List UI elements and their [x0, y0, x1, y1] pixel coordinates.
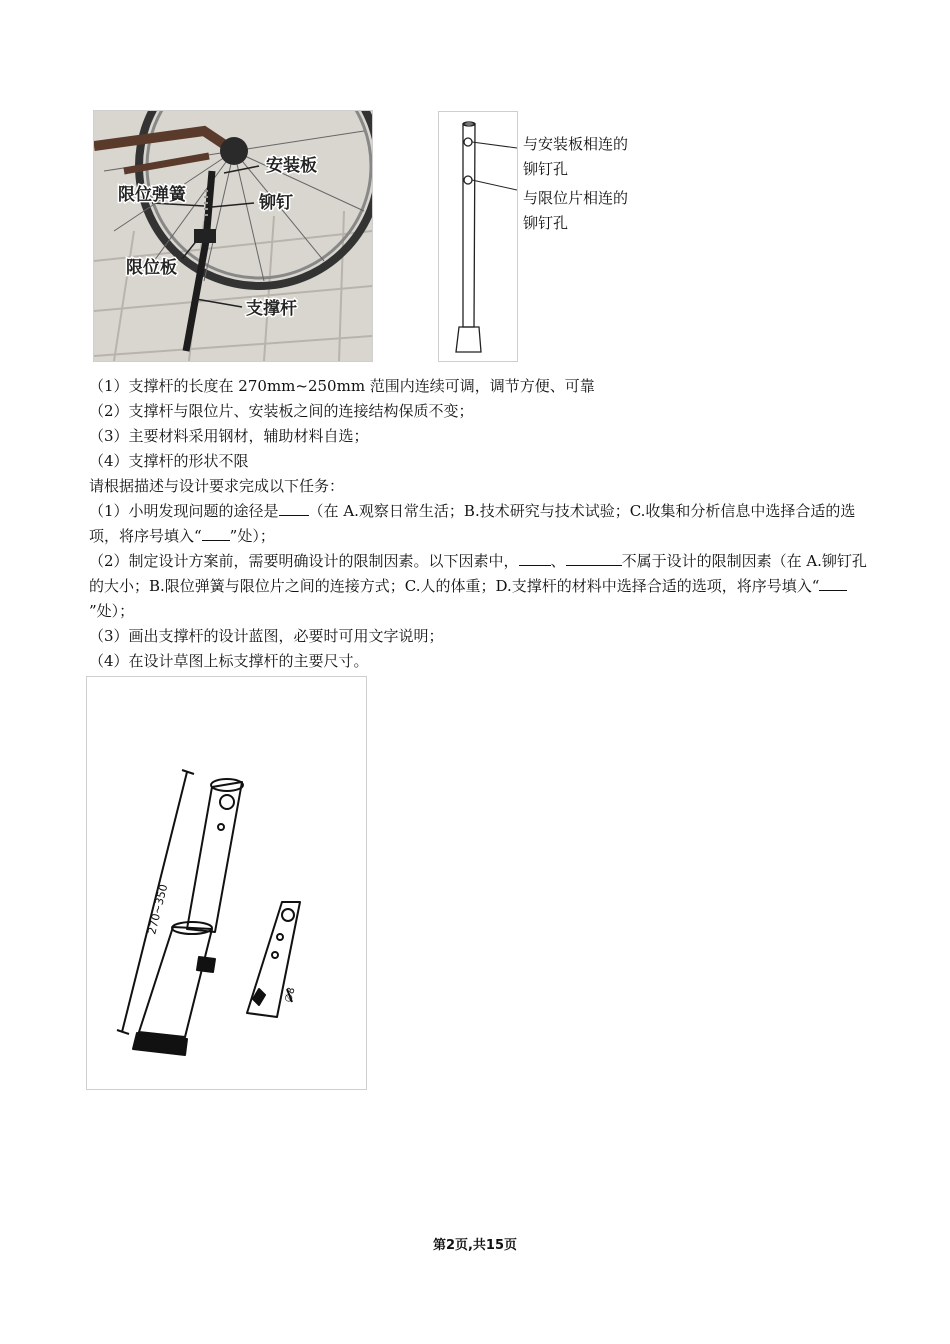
dimension-diameter-label: ∅8 — [283, 986, 298, 1004]
kickstand-photo-illustration — [94, 111, 372, 361]
requirement-4: （4）支撑杆的形状不限 — [89, 452, 249, 470]
task-2-text-b: 不属于设计的限制因素（在 A.铆钉孔的大小；B.限位弹簧与限位片之间的连接方式；C.人的体重；D.支撑杆的材料中选择合适的选项，将序号填入“ — [89, 552, 867, 595]
task-intro: 请根据描述与设计要求完成以下任务： — [89, 477, 345, 495]
sketch-illustration — [87, 677, 366, 1089]
design-sketch — [86, 676, 367, 1090]
label-rivet: 铆钉 — [259, 193, 293, 213]
rivet-hole-mount-label: 与安装板相连的铆钉孔 — [523, 135, 629, 178]
dimension-length-label: 270~350 — [145, 882, 171, 936]
rivet-hole-limit-label: 与限位片相连的铆钉孔 — [523, 189, 629, 232]
answer-blank[interactable] — [566, 550, 622, 566]
label-mount-plate: 安装板 — [266, 156, 317, 176]
task-4: （4）在设计草图上标支撑杆的主要尺寸。 — [89, 652, 369, 670]
answer-blank[interactable] — [202, 525, 230, 541]
answer-blank[interactable] — [519, 550, 551, 566]
requirement-1: （1）支撑杆的长度在 270mm~250mm 范围内连续可调，调节方便、可靠 — [89, 377, 595, 395]
task-3: （3）画出支撑杆的设计蓝图，必要时可用文字说明； — [89, 627, 444, 645]
task-1-text-c: ”处）； — [229, 527, 275, 545]
task-1 — [89, 499, 869, 549]
answer-blank[interactable] — [279, 500, 309, 516]
requirement-3: （3）主要材料采用钢材，辅助材料自选； — [89, 427, 369, 445]
task-2-text-c: ”处）； — [89, 602, 135, 620]
label-support-rod: 支撑杆 — [246, 299, 297, 319]
task-2-sep: 、 — [550, 552, 566, 570]
task-1-text-a: （1）小明发现问题的途径是 — [89, 502, 279, 520]
task-2 — [89, 549, 869, 624]
support-rod-drawing — [438, 111, 518, 362]
label-limit-plate: 限位板 — [126, 258, 177, 278]
bicycle-kickstand-photo — [93, 110, 373, 362]
page-number: 第2页,共15页 — [432, 1238, 518, 1253]
label-limit-spring: 限位弹簧 — [118, 185, 186, 205]
answer-blank[interactable] — [819, 575, 847, 591]
task-2-text-a: （2）制定设计方案前，需要明确设计的限制因素。以下因素中， — [89, 552, 519, 570]
rod-outline-illustration — [439, 112, 517, 361]
requirement-2: （2）支撑杆与限位片、安装板之间的连接结构保质不变； — [89, 402, 474, 420]
task-1-text-b: （在 A.观察日常生活；B.技术研究与技术试验；C.收集和分析信息中选择合适的选项，将序号填入“ — [89, 502, 856, 545]
